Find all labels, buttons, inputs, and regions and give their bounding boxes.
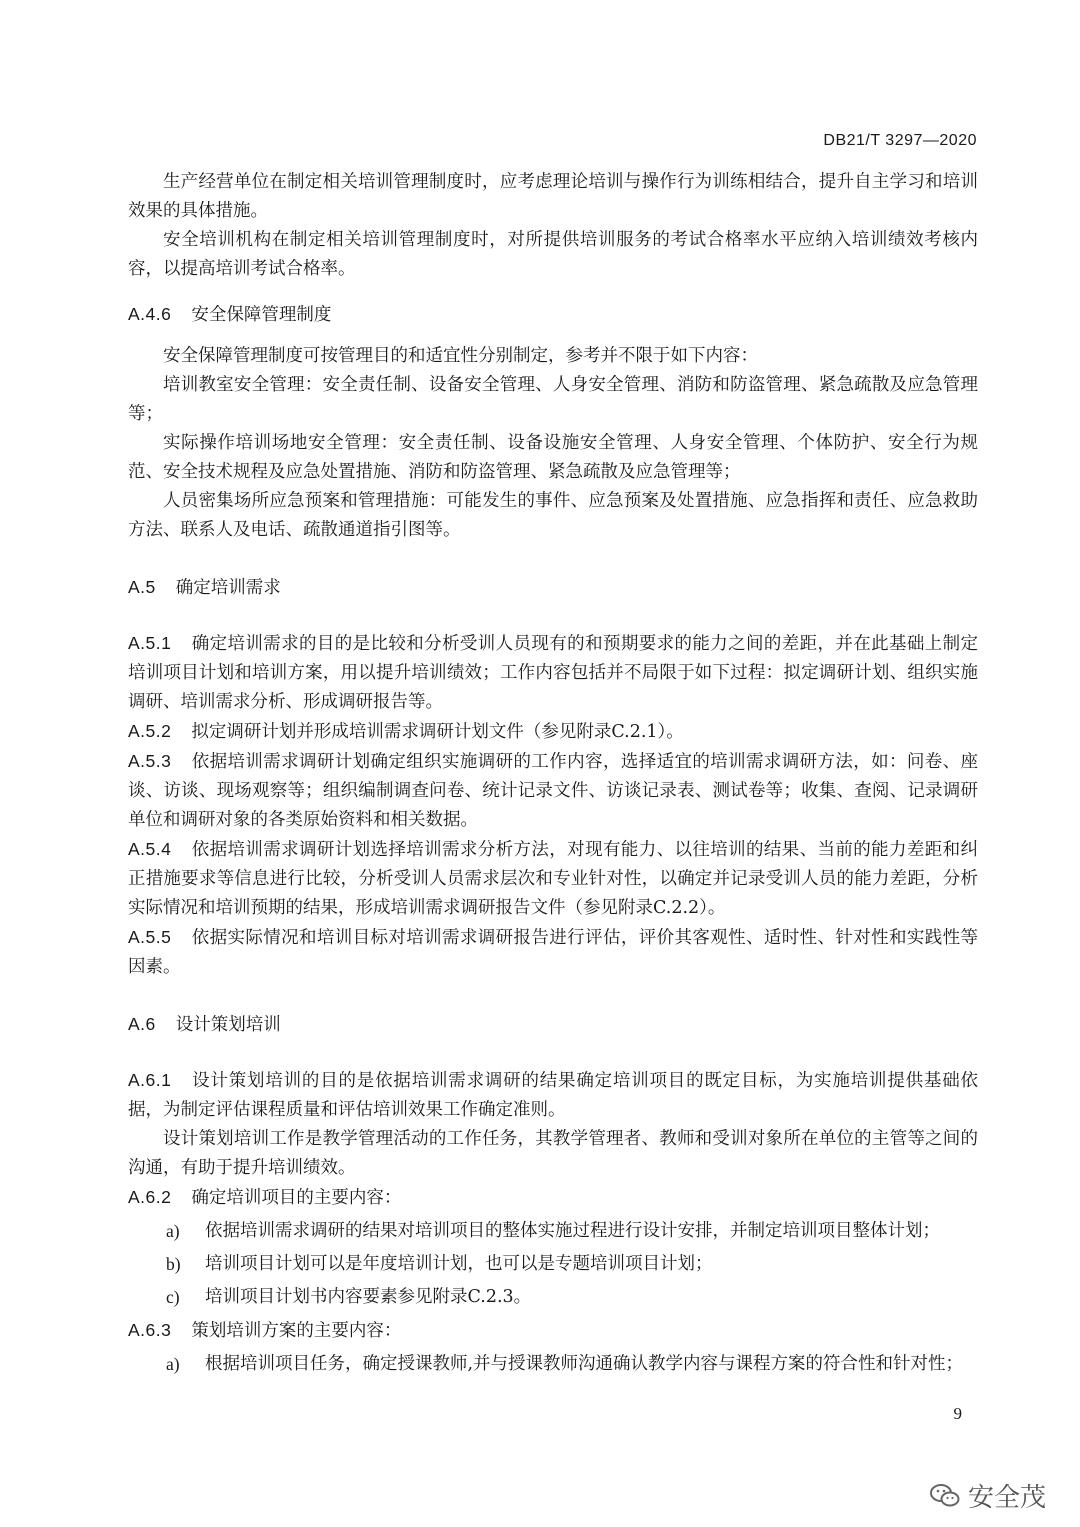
clause-text: 设计策划培训的目的是依据培训需求调研的结果确定培训项目的既定目标，为实施培训提供基础依据，为制定评估课程质量和评估培训效果工作确定准则。	[128, 1071, 978, 1120]
section-number: A.5	[128, 577, 156, 597]
clause-number: A.5.5	[128, 927, 172, 947]
clause-number: A.5.2	[128, 721, 172, 741]
list-item	[128, 1217, 978, 1246]
section-heading-a46	[128, 300, 978, 330]
section-title: 确定培训需求	[175, 578, 281, 598]
clause-text: 确定培训需求的目的是比较和分析受训人员现有的和预期要求的能力之间的差距，并在此基础上制定培训项目计划和培训方案，用以提升培训绩效；工作内容包括并不局限于如下过程：拟定调研计划、组织实施调研、培训需求分析、形成调研报告等。	[128, 634, 978, 712]
page-content	[128, 168, 978, 1383]
list-item	[128, 1250, 978, 1279]
clause-text: 确定培训项目的主要内容：	[191, 1188, 402, 1208]
clause-a55	[128, 923, 978, 982]
list-text: 根据培训项目任务，确定授课教师,并与授课教师沟通确认教学内容与课程方案的符合性和针对性；	[205, 1354, 964, 1374]
clause-a52	[128, 717, 978, 747]
section-heading-a6	[128, 1010, 978, 1040]
watermark-text: 安全茂	[967, 1483, 1046, 1513]
clause-number: A.5.3	[128, 751, 172, 771]
clause-text: 拟定调研计划并形成培训需求调研计划文件（参见附录C.2.1）。	[191, 722, 684, 742]
clause-a53	[128, 747, 978, 835]
a46-paragraph-3: 实际操作培训场地安全管理：安全责任制、设备设施安全管理、人身安全管理、个体防护、安全行为规范、安全技术规程及应急处置措施、消防和防盗管理、紧急疏散及应急管理等；	[128, 433, 978, 482]
list-marker: b)	[166, 1254, 181, 1274]
intro-paragraph-2: 安全培训机构在制定相关培训管理制度时，对所提供培训服务的考试合格率水平应纳入培训绩效考核内容，以提高培训考试合格率。	[128, 230, 978, 279]
clause-number: A.6.1	[128, 1070, 172, 1090]
clause-text: 依据培训需求调研计划确定组织实施调研的工作内容，选择适宜的培训需求调研方法，如：问卷、座谈、访谈、现场观察等；组织编制调查问卷、统计记录文件、访谈记录表、测试卷等；收集、查阅、记录调研单位和调研对象的各类原始资料和相关数据。	[128, 752, 978, 830]
clause-text: 策划培训方案的主要内容：	[191, 1321, 402, 1341]
list-text: 培训项目计划书内容要素参见附录C.2.3。	[205, 1287, 532, 1307]
intro-paragraph-1: 生产经营单位在制定相关培训管理制度时，应考虑理论培训与操作行为训练相结合，提升自主学习和培训效果的具体措施。	[128, 172, 978, 221]
list-item	[128, 1283, 978, 1312]
wechat-icon	[930, 1483, 960, 1509]
clause-text: 依据培训需求调研计划选择培训需求分析方法，对现有能力、以往培训的结果、当前的能力差距和纠正措施要求等信息进行比较，分析受训人员需求层次和专业针对性，以确定并记录受训人员的能力差距，分析实际情况和培训预期的结果，形成培训需求调研报告文件（参见附录C.2.2）。	[128, 840, 978, 918]
section-number: A.6	[128, 1014, 156, 1034]
section-heading-a5	[128, 573, 978, 603]
clause-a62	[128, 1183, 978, 1213]
watermark	[930, 1477, 1046, 1514]
section-number: A.4.6	[128, 304, 172, 324]
list-marker: c)	[166, 1287, 180, 1307]
clause-text: 依据实际情况和培训目标对培训需求调研报告进行评估，评价其客观性、适时性、针对性和实践性等因素。	[128, 928, 978, 977]
list-text: 培训项目计划可以是年度培训计划，也可以是专题培训项目计划；	[205, 1254, 713, 1274]
a61-paragraph-2: 设计策划培训工作是教学管理活动的工作任务，其教学管理者、教师和受训对象所在单位的主管等之间的沟通，有助于提升培训绩效。	[128, 1129, 978, 1178]
section-title: 设计策划培训	[175, 1015, 281, 1035]
clause-number: A.6.3	[128, 1320, 172, 1340]
page-number: 9	[953, 1404, 962, 1423]
clause-a61	[128, 1066, 978, 1125]
clause-number: A.6.2	[128, 1187, 172, 1207]
list-item	[128, 1350, 978, 1379]
clause-number: A.5.4	[128, 839, 172, 859]
list-marker: a)	[166, 1354, 180, 1374]
list-text: 依据培训需求调研的结果对培训项目的整体实施过程进行设计安排，并制定培训项目整体计划；	[205, 1221, 940, 1241]
a46-paragraph-1: 安全保障管理制度可按管理目的和适宜性分别制定，参考并不限于如下内容：	[163, 346, 758, 366]
clause-a63	[128, 1316, 978, 1346]
list-marker: a)	[166, 1221, 180, 1241]
clause-a51	[128, 629, 978, 717]
a46-paragraph-4: 人员密集场所应急预案和管理措施：可能发生的事件、应急预案及处置措施、应急指挥和责任、应急救助方法、联系人及电话、疏散通道指引图等。	[128, 491, 978, 540]
clause-a54	[128, 835, 978, 923]
section-title: 安全保障管理制度	[191, 305, 332, 325]
a46-paragraph-2: 培训教室安全管理：安全责任制、设备安全管理、人身安全管理、消防和防盗管理、紧急疏散及应急管理等；	[128, 375, 978, 424]
clause-number: A.5.1	[128, 633, 172, 653]
document-code: DB21/T 3297—2020	[823, 132, 977, 149]
